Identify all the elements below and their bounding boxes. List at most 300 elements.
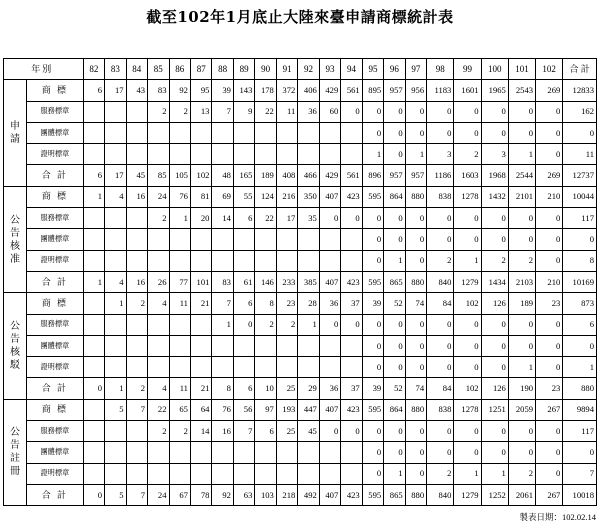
value-cell: 81 xyxy=(190,186,211,207)
value-cell: 8 xyxy=(255,293,276,314)
value-cell xyxy=(126,208,147,229)
value-cell: 0 xyxy=(427,208,454,229)
value-cell: 25 xyxy=(276,378,297,399)
group-label xyxy=(4,399,27,505)
value-cell xyxy=(276,229,297,250)
value-cell xyxy=(212,442,233,463)
corner-header: 年別 xyxy=(4,59,84,80)
value-cell: 92 xyxy=(212,484,233,505)
value-cell xyxy=(169,463,190,484)
value-cell: 1434 xyxy=(481,271,508,292)
year-header: 90 xyxy=(255,59,276,80)
total-header: 合 計 xyxy=(563,59,597,80)
value-cell: 2 xyxy=(276,314,297,335)
value-cell: 1603 xyxy=(454,165,481,186)
value-cell: 0 xyxy=(454,122,481,143)
value-cell: 0 xyxy=(405,314,426,335)
value-cell: 2103 xyxy=(508,271,535,292)
value-cell xyxy=(255,144,276,165)
value-cell: 0 xyxy=(427,314,454,335)
value-cell xyxy=(298,335,319,356)
value-cell: 0 xyxy=(384,122,405,143)
value-cell: 0 xyxy=(384,208,405,229)
value-cell: 4 xyxy=(105,271,126,292)
value-cell: 37 xyxy=(341,378,362,399)
value-cell: 56 xyxy=(233,399,254,420)
value-cell: 189 xyxy=(255,165,276,186)
value-cell: 0 xyxy=(427,101,454,122)
value-cell: 2 xyxy=(508,463,535,484)
value-cell: 101 xyxy=(190,271,211,292)
year-header: 87 xyxy=(190,59,211,80)
value-cell: 1 xyxy=(105,293,126,314)
year-header: 89 xyxy=(233,59,254,80)
value-cell: 0 xyxy=(405,101,426,122)
value-cell: 0 xyxy=(536,357,563,378)
value-cell: 840 xyxy=(427,484,454,505)
value-cell: 7 xyxy=(126,484,147,505)
value-cell xyxy=(255,229,276,250)
value-cell: 16 xyxy=(212,421,233,442)
value-cell: 0 xyxy=(384,314,405,335)
value-cell: 0 xyxy=(384,421,405,442)
value-cell xyxy=(126,442,147,463)
value-cell: 447 xyxy=(298,399,319,420)
value-cell: 233 xyxy=(276,271,297,292)
value-cell: 1251 xyxy=(481,399,508,420)
value-cell: 23 xyxy=(536,378,563,399)
row-label: 團體標章 xyxy=(27,229,84,250)
row-total-cell: 117 xyxy=(563,421,597,442)
value-cell: 36 xyxy=(319,378,340,399)
group-label xyxy=(4,186,27,292)
page-title: 截至102年1月底止大陸來臺申請商標統計表 xyxy=(146,8,454,26)
value-cell: 0 xyxy=(319,421,340,442)
value-cell: 0 xyxy=(427,122,454,143)
value-cell xyxy=(276,122,297,143)
value-cell xyxy=(298,250,319,271)
value-cell: 0 xyxy=(405,335,426,356)
value-cell: 429 xyxy=(319,80,340,101)
row-label: 服務標章 xyxy=(27,421,84,442)
value-cell: 372 xyxy=(276,80,297,101)
value-cell xyxy=(341,250,362,271)
table-row xyxy=(4,378,597,399)
value-cell xyxy=(126,101,147,122)
value-cell: 22 xyxy=(255,101,276,122)
value-cell: 1968 xyxy=(481,165,508,186)
value-cell: 1278 xyxy=(454,186,481,207)
value-cell: 880 xyxy=(405,484,426,505)
value-cell: 0 xyxy=(405,357,426,378)
value-cell xyxy=(169,144,190,165)
table-row xyxy=(4,208,597,229)
value-cell: 880 xyxy=(405,271,426,292)
value-cell: 864 xyxy=(384,399,405,420)
value-cell xyxy=(126,421,147,442)
header-row xyxy=(4,59,597,80)
value-cell: 69 xyxy=(212,186,233,207)
row-label: 商 標 xyxy=(27,293,84,314)
value-cell: 2 xyxy=(169,101,190,122)
value-cell xyxy=(233,335,254,356)
value-cell: 24 xyxy=(148,484,169,505)
value-cell: 2 xyxy=(169,421,190,442)
value-cell: 6 xyxy=(233,208,254,229)
value-cell: 36 xyxy=(319,293,340,314)
value-cell: 0 xyxy=(481,314,508,335)
value-cell: 0 xyxy=(536,122,563,143)
value-cell: 146 xyxy=(255,271,276,292)
value-cell: 2543 xyxy=(508,80,535,101)
value-cell: 85 xyxy=(148,165,169,186)
value-cell: 407 xyxy=(319,186,340,207)
value-cell: 406 xyxy=(298,80,319,101)
year-header: 83 xyxy=(105,59,126,80)
value-cell xyxy=(319,229,340,250)
value-cell: 78 xyxy=(190,484,211,505)
value-cell xyxy=(233,122,254,143)
value-cell xyxy=(105,314,126,335)
row-label: 服務標章 xyxy=(27,208,84,229)
value-cell xyxy=(341,463,362,484)
value-cell: 0 xyxy=(384,101,405,122)
value-cell: 0 xyxy=(508,421,535,442)
value-cell xyxy=(319,144,340,165)
value-cell: 52 xyxy=(384,378,405,399)
value-cell xyxy=(319,122,340,143)
value-cell: 0 xyxy=(536,229,563,250)
year-header: 88 xyxy=(212,59,233,80)
value-cell: 385 xyxy=(298,271,319,292)
value-cell: 39 xyxy=(362,293,383,314)
value-cell xyxy=(233,144,254,165)
value-cell: 0 xyxy=(83,484,104,505)
row-total-cell: 117 xyxy=(563,208,597,229)
row-label: 合 計 xyxy=(27,165,84,186)
value-cell: 1 xyxy=(362,144,383,165)
value-cell xyxy=(148,463,169,484)
row-label: 證明標章 xyxy=(27,357,84,378)
value-cell xyxy=(212,250,233,271)
value-cell: 2 xyxy=(126,293,147,314)
value-cell: 0 xyxy=(341,208,362,229)
value-cell xyxy=(148,314,169,335)
value-cell: 0 xyxy=(341,314,362,335)
value-cell: 0 xyxy=(427,442,454,463)
value-cell xyxy=(298,122,319,143)
value-cell: 0 xyxy=(481,421,508,442)
value-cell: 23 xyxy=(276,293,297,314)
value-cell: 0 xyxy=(536,314,563,335)
value-cell: 0 xyxy=(454,229,481,250)
value-cell: 0 xyxy=(362,122,383,143)
value-cell xyxy=(105,463,126,484)
value-cell xyxy=(169,122,190,143)
value-cell: 0 xyxy=(536,463,563,484)
value-cell: 193 xyxy=(276,399,297,420)
value-cell: 1 xyxy=(384,250,405,271)
value-cell xyxy=(83,335,104,356)
value-cell: 466 xyxy=(298,165,319,186)
value-cell: 190 xyxy=(508,378,535,399)
value-cell: 1183 xyxy=(427,80,454,101)
value-cell: 2059 xyxy=(508,399,535,420)
value-cell: 0 xyxy=(341,101,362,122)
year-header: 92 xyxy=(298,59,319,80)
value-cell: 0 xyxy=(362,314,383,335)
value-cell: 14 xyxy=(190,421,211,442)
value-cell: 865 xyxy=(384,271,405,292)
value-cell: 13 xyxy=(190,101,211,122)
value-cell: 102 xyxy=(454,378,481,399)
value-cell: 2544 xyxy=(508,165,535,186)
value-cell: 84 xyxy=(427,378,454,399)
value-cell: 1 xyxy=(481,463,508,484)
value-cell: 2 xyxy=(148,421,169,442)
value-cell xyxy=(276,335,297,356)
row-label: 團體標章 xyxy=(27,442,84,463)
value-cell xyxy=(169,442,190,463)
value-cell xyxy=(276,250,297,271)
value-cell: 6 xyxy=(255,421,276,442)
value-cell: 0 xyxy=(362,208,383,229)
value-cell xyxy=(148,335,169,356)
value-cell: 0 xyxy=(454,101,481,122)
table-row xyxy=(4,442,597,463)
value-cell xyxy=(190,122,211,143)
value-cell: 0 xyxy=(454,208,481,229)
value-cell: 407 xyxy=(319,484,340,505)
value-cell: 350 xyxy=(298,186,319,207)
value-cell: 1 xyxy=(454,463,481,484)
value-cell xyxy=(83,357,104,378)
value-cell xyxy=(83,229,104,250)
value-cell: 0 xyxy=(454,335,481,356)
value-cell xyxy=(298,229,319,250)
table-body xyxy=(4,80,597,506)
value-cell: 0 xyxy=(341,421,362,442)
value-cell: 0 xyxy=(536,421,563,442)
value-cell: 95 xyxy=(190,80,211,101)
value-cell xyxy=(233,442,254,463)
year-header: 84 xyxy=(126,59,147,80)
value-cell: 0 xyxy=(319,208,340,229)
value-cell: 2 xyxy=(427,250,454,271)
value-cell: 0 xyxy=(384,229,405,250)
value-cell: 16 xyxy=(126,186,147,207)
row-total-cell: 10169 xyxy=(563,271,597,292)
value-cell xyxy=(233,250,254,271)
table-row xyxy=(4,101,597,122)
value-cell: 2101 xyxy=(508,186,535,207)
value-cell xyxy=(190,250,211,271)
row-total-cell: 0 xyxy=(563,229,597,250)
table-date: 製表日期：102.02.14 xyxy=(519,512,596,522)
row-label: 證明標章 xyxy=(27,463,84,484)
value-cell: 17 xyxy=(105,165,126,186)
value-cell xyxy=(83,208,104,229)
value-cell: 178 xyxy=(255,80,276,101)
value-cell xyxy=(190,357,211,378)
row-label: 證明標章 xyxy=(27,250,84,271)
year-header: 96 xyxy=(384,59,405,80)
value-cell: 0 xyxy=(536,442,563,463)
value-cell: 6 xyxy=(233,293,254,314)
value-cell: 2061 xyxy=(508,484,535,505)
value-cell: 2 xyxy=(148,208,169,229)
value-cell: 1 xyxy=(169,208,190,229)
group-label xyxy=(4,293,27,399)
value-cell: 267 xyxy=(536,484,563,505)
value-cell xyxy=(341,357,362,378)
value-cell: 36 xyxy=(298,101,319,122)
year-header: 93 xyxy=(319,59,340,80)
value-cell: 2 xyxy=(255,314,276,335)
value-cell: 76 xyxy=(169,186,190,207)
value-cell xyxy=(190,229,211,250)
value-cell: 65 xyxy=(169,399,190,420)
table-row xyxy=(4,165,597,186)
value-cell xyxy=(83,399,104,420)
value-cell xyxy=(126,144,147,165)
value-cell xyxy=(190,314,211,335)
year-header: 97 xyxy=(405,59,426,80)
value-cell: 1 xyxy=(105,378,126,399)
value-cell xyxy=(190,144,211,165)
table-row xyxy=(4,229,597,250)
value-cell xyxy=(212,229,233,250)
row-total-cell: 9894 xyxy=(563,399,597,420)
value-cell: 48 xyxy=(212,165,233,186)
value-cell: 865 xyxy=(384,484,405,505)
value-cell xyxy=(148,229,169,250)
value-cell: 267 xyxy=(536,399,563,420)
value-cell: 1279 xyxy=(454,484,481,505)
value-cell: 0 xyxy=(362,442,383,463)
value-cell xyxy=(233,229,254,250)
value-cell xyxy=(105,122,126,143)
value-cell: 5 xyxy=(105,399,126,420)
value-cell: 0 xyxy=(362,335,383,356)
value-cell: 35 xyxy=(298,208,319,229)
row-label: 證明標章 xyxy=(27,144,84,165)
value-cell: 1432 xyxy=(481,186,508,207)
row-label: 團體標章 xyxy=(27,122,84,143)
value-cell: 126 xyxy=(481,293,508,314)
value-cell: 39 xyxy=(362,378,383,399)
value-cell: 0 xyxy=(508,229,535,250)
row-total-cell: 880 xyxy=(563,378,597,399)
value-cell xyxy=(169,357,190,378)
row-total-cell: 10044 xyxy=(563,186,597,207)
value-cell xyxy=(169,335,190,356)
year-header: 101 xyxy=(508,59,535,80)
value-cell xyxy=(319,357,340,378)
value-cell xyxy=(255,250,276,271)
value-cell: 0 xyxy=(384,144,405,165)
value-cell: 105 xyxy=(169,165,190,186)
value-cell: 0 xyxy=(405,208,426,229)
row-total-cell: 12833 xyxy=(563,80,597,101)
value-cell xyxy=(276,357,297,378)
value-cell: 0 xyxy=(508,122,535,143)
value-cell xyxy=(83,314,104,335)
value-cell xyxy=(233,357,254,378)
value-cell: 957 xyxy=(384,165,405,186)
value-cell: 895 xyxy=(362,80,383,101)
table-row xyxy=(4,250,597,271)
value-cell xyxy=(319,335,340,356)
value-cell xyxy=(212,357,233,378)
row-label: 商 標 xyxy=(27,80,84,101)
value-cell: 26 xyxy=(148,271,169,292)
value-cell: 45 xyxy=(126,165,147,186)
value-cell: 1601 xyxy=(454,80,481,101)
row-total-cell: 0 xyxy=(563,442,597,463)
year-header: 98 xyxy=(427,59,454,80)
value-cell: 22 xyxy=(255,208,276,229)
value-cell: 74 xyxy=(405,293,426,314)
value-cell: 25 xyxy=(276,421,297,442)
value-cell: 408 xyxy=(276,165,297,186)
value-cell: 10 xyxy=(255,378,276,399)
year-header: 102 xyxy=(536,59,563,80)
value-cell: 1 xyxy=(405,144,426,165)
value-cell: 1 xyxy=(83,186,104,207)
group-label-text: 公告核准 xyxy=(10,214,21,265)
value-cell: 0 xyxy=(508,335,535,356)
value-cell: 0 xyxy=(384,357,405,378)
year-header: 85 xyxy=(148,59,169,80)
value-cell xyxy=(105,250,126,271)
value-cell: 37 xyxy=(341,293,362,314)
value-cell: 11 xyxy=(276,101,297,122)
value-cell xyxy=(169,229,190,250)
table-row xyxy=(4,144,597,165)
value-cell: 4 xyxy=(148,293,169,314)
value-cell xyxy=(341,442,362,463)
value-cell xyxy=(83,250,104,271)
value-cell: 0 xyxy=(233,314,254,335)
value-cell: 7 xyxy=(212,293,233,314)
value-cell xyxy=(255,335,276,356)
value-cell: 92 xyxy=(169,80,190,101)
value-cell xyxy=(255,442,276,463)
value-cell xyxy=(148,250,169,271)
value-cell: 0 xyxy=(83,378,104,399)
value-cell xyxy=(341,144,362,165)
value-cell: 0 xyxy=(481,101,508,122)
value-cell xyxy=(148,442,169,463)
value-cell xyxy=(169,250,190,271)
row-label: 服務標章 xyxy=(27,314,84,335)
value-cell xyxy=(233,463,254,484)
value-cell: 76 xyxy=(212,399,233,420)
value-cell: 423 xyxy=(341,271,362,292)
value-cell: 0 xyxy=(384,335,405,356)
value-cell xyxy=(83,101,104,122)
value-cell: 838 xyxy=(427,399,454,420)
value-cell: 1278 xyxy=(454,399,481,420)
value-cell xyxy=(83,442,104,463)
value-cell: 102 xyxy=(454,293,481,314)
value-cell: 880 xyxy=(405,399,426,420)
value-cell: 2 xyxy=(126,378,147,399)
value-cell: 102 xyxy=(190,165,211,186)
value-cell xyxy=(298,442,319,463)
value-cell: 0 xyxy=(405,250,426,271)
